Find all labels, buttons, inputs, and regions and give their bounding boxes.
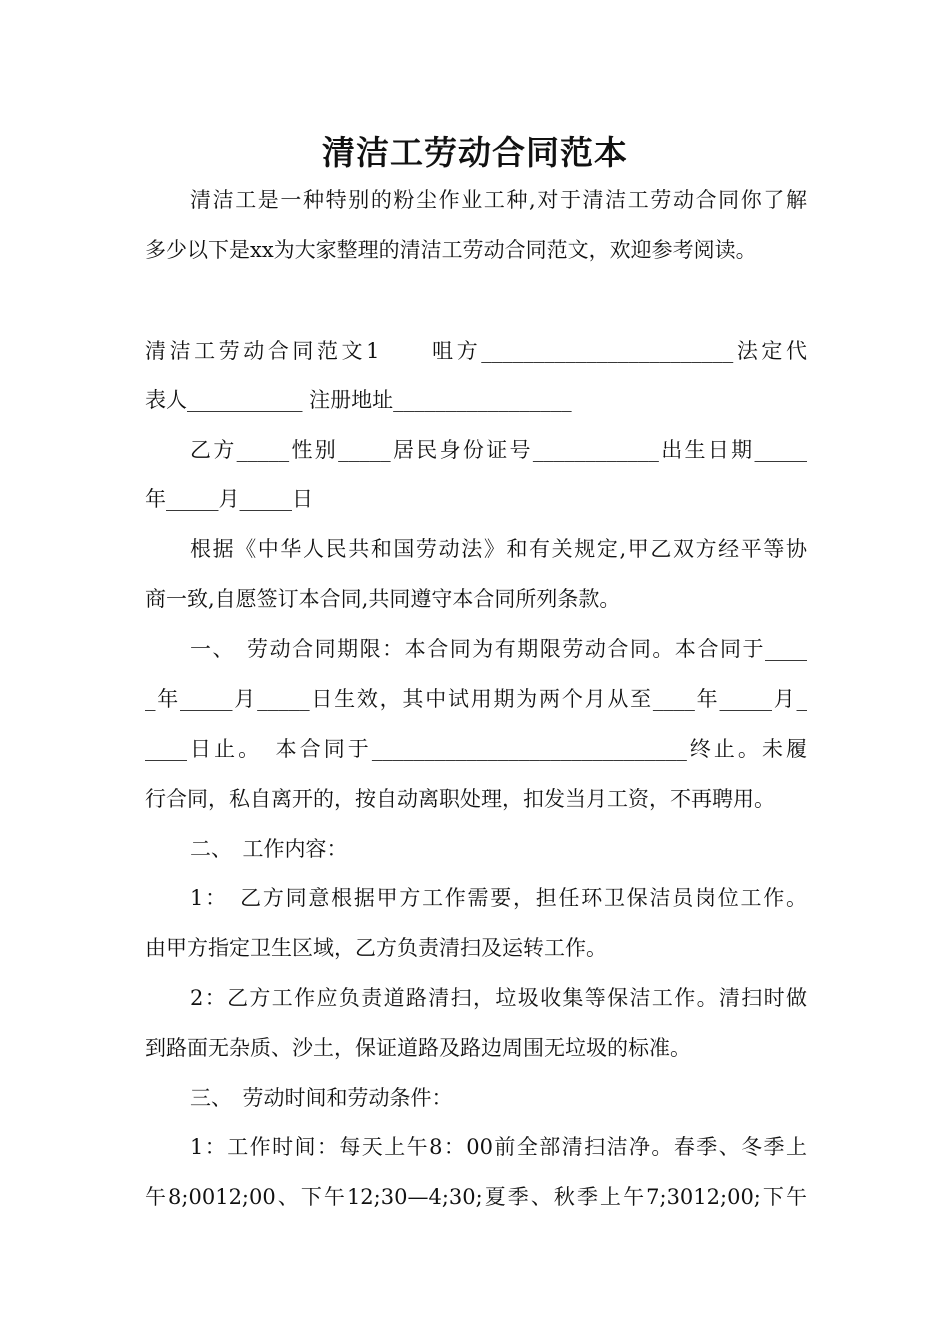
section-heading: 二、 工作内容： xyxy=(190,837,348,861)
paragraph-line: 乙方_____性别_____居民身份证号____________出生日期_____ xyxy=(190,438,807,462)
paragraph-line: 由甲方指定卫生区域，乙方负责清扫及运转工作。 xyxy=(145,936,607,960)
document-title: 清洁工劳动合同范本 xyxy=(322,133,628,172)
paragraph-line: 2：乙方工作应负责道路清扫，垃圾收集等保洁工作。清扫时做 xyxy=(190,986,807,1010)
paragraph-line: 午8;0012;00、下午12;30—4;30;夏季、秋季上午7;3012;00;下午 xyxy=(145,1185,807,1209)
paragraph-line: 商一致,自愿签订本合同,共同遵守本合同所列条款。 xyxy=(145,587,621,611)
paragraph-line: 清洁工是一种特别的粉尘作业工种,对于清洁工劳动合同你了解 xyxy=(190,188,807,212)
paragraph-line: 年_____月_____日 xyxy=(145,487,313,511)
paragraph-line: 1：工作时间：每天上午8：00前全部清扫洁净。春季、冬季上 xyxy=(190,1135,807,1159)
paragraph-line: 行合同，私自离开的，按自动离职处理，扣发当月工资，不再聘用。 xyxy=(145,787,775,811)
paragraph-line: 1： 乙方同意根据甲方工作需要，担任环卫保洁员岗位工作。 xyxy=(190,886,807,910)
paragraph-line: _年_____月_____日生效，其中试用期为两个月从至____年_____月_ xyxy=(145,687,807,711)
paragraph-line: 清洁工劳动合同范文1 咀方________________________法定代 xyxy=(145,339,807,363)
paragraph-line: 多少以下是xx为大家整理的清洁工劳动合同范文，欢迎参考阅读。 xyxy=(145,238,757,262)
paragraph-line: 根据《中华人民共和国劳动法》和有关规定,甲乙双方经平等协 xyxy=(190,537,807,561)
paragraph-line: 到路面无杂质、沙土，保证道路及路边周围无垃圾的标准。 xyxy=(145,1036,691,1060)
paragraph-line: 一、 劳动合同期限：本合同为有期限劳动合同。本合同于____ xyxy=(190,637,807,661)
section-heading: 三、 劳动时间和劳动条件： xyxy=(190,1086,453,1110)
paragraph-line: ____日止。 本合同于______________________________终止。未履 xyxy=(145,737,807,761)
paragraph-line: 表人___________ 注册地址_________________ xyxy=(145,388,572,412)
